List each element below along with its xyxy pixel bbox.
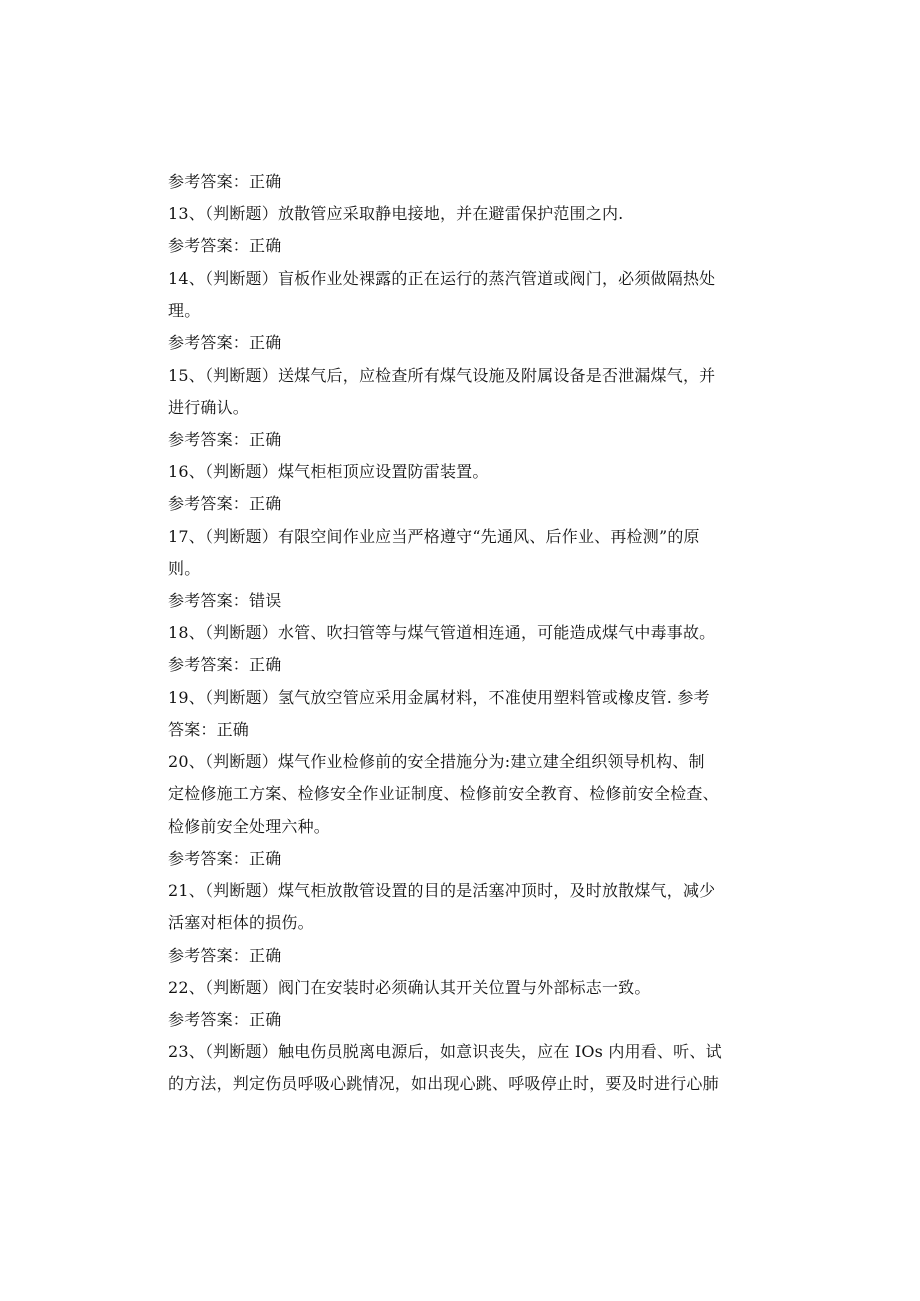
question-18: 18、（判断题）水管、吹扫管等与煤气管道相连通，可能造成煤气中毒事故。 <box>168 623 716 642</box>
question-14: 14、（判断题）盲板作业处裸露的正在运行的蒸汽管道或阀门，必须做隔热处 <box>168 269 716 288</box>
question-20: 20、（判断题）煤气作业检修前的安全措施分为:建立建全组织领导机构、制 <box>168 752 705 771</box>
answer-line: 参考答案：正确 <box>168 849 282 868</box>
question-20-continued: 检修前安全处理六种。 <box>168 817 331 836</box>
answer-line: 参考答案：正确 <box>168 655 282 674</box>
answer-line: 参考答案：错误 <box>168 591 282 610</box>
answer-line: 参考答案：正确 <box>168 172 282 191</box>
question-13: 13、（判断题）放散管应采取静电接地，并在避雷保护范围之内. <box>168 204 624 223</box>
question-16: 16、（判断题）煤气柜柜顶应设置防雷装置。 <box>168 462 489 481</box>
answer-line: 参考答案：正确 <box>168 494 282 513</box>
question-20-continued: 定检修施工方案、检修安全作业证制度、检修前安全教育、检修前安全检查、 <box>168 784 719 803</box>
question-22: 22、（判断题）阀门在安装时必须确认其开关位置与外部标志一致。 <box>168 978 651 997</box>
question-15-continued: 进行确认。 <box>168 398 250 417</box>
question-19: 19、（判断题）氢气放空管应采用金属材料，不准使用塑料管或橡皮管. 参考 <box>168 688 710 707</box>
answer-line: 参考答案：正确 <box>168 1010 282 1029</box>
question-14-continued: 理。 <box>168 301 201 320</box>
answer-line: 参考答案：正确 <box>168 236 282 255</box>
answer-line: 参考答案：正确 <box>168 430 282 449</box>
question-23: 23、（判断题）触电伤员脱离电源后，如意识丧失，应在 IOs 内用看、听、试 <box>168 1042 722 1061</box>
question-15: 15、（判断题）送煤气后，应检查所有煤气设施及附属设备是否泄漏煤气，并 <box>168 366 716 385</box>
question-21: 21、（判断题）煤气柜放散管设置的目的是活塞冲顶时，及时放散煤气，减少 <box>168 881 716 900</box>
answer-line: 参考答案：正确 <box>168 946 282 965</box>
answer-line: 参考答案：正确 <box>168 333 282 352</box>
question-23-continued: 的方法，判定伤员呼吸心跳情况，如出现心跳、呼吸停止时，要及时进行心肺 <box>168 1074 719 1093</box>
question-17: 17、（判断题）有限空间作业应当严格遵守“先通风、后作业、再检测”的原 <box>168 527 700 546</box>
question-19-answer: 答案：正确 <box>168 720 250 739</box>
question-21-continued: 活塞对柜体的损伤。 <box>168 913 314 932</box>
question-17-continued: 则。 <box>168 559 201 578</box>
